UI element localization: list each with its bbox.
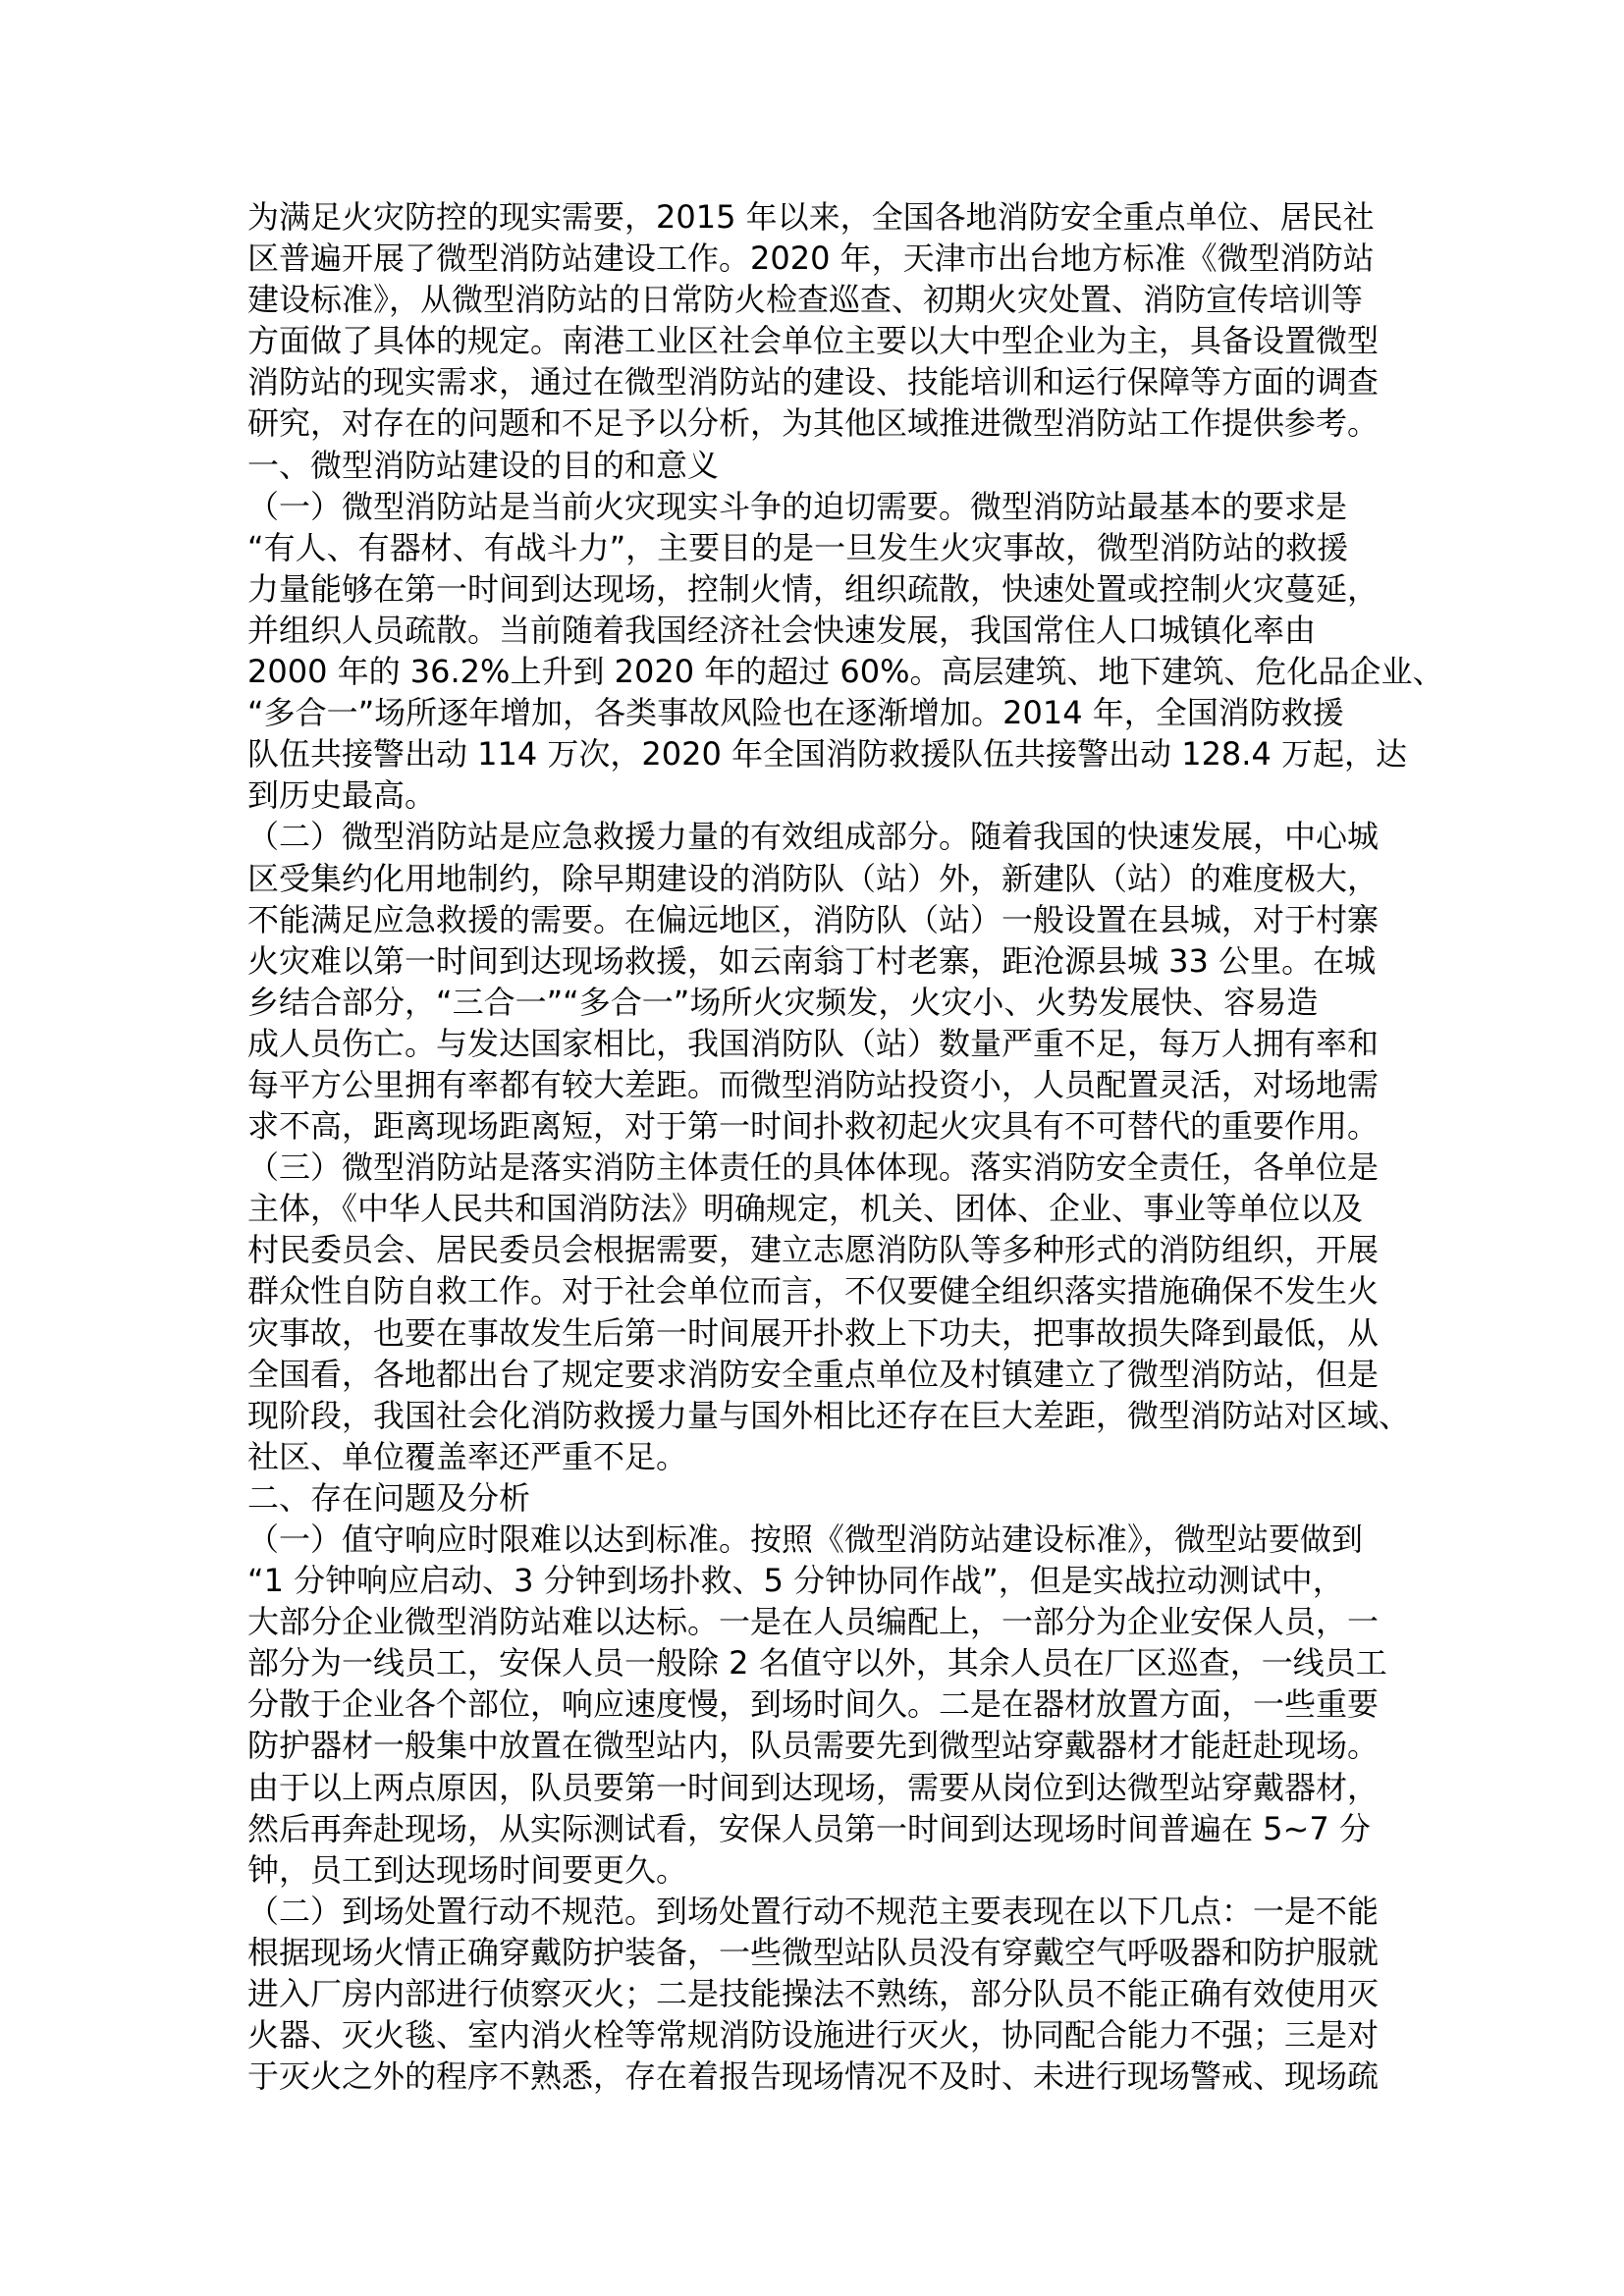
- text-line: 2000 年的 36.2%上升到 2020 年的超过 60%。高层建筑、地下建筑、危化品企业、: [247, 653, 1444, 691]
- text-line: （二）微型消防站是应急救援力量的有效组成部分。随着我国的快速发展，中心城: [247, 818, 1380, 856]
- text-line: 群众性自防自救工作。对于社会单位而言，不仅要健全组织落实措施确保不发生火: [247, 1272, 1380, 1310]
- text-line: 全国看，各地都出台了规定要求消防安全重点单位及村镇建立了微型消防站，但是: [247, 1355, 1380, 1393]
- text-line: （三）微型消防站是落实消防主体责任的具体体现。落实消防安全责任，各单位是: [247, 1148, 1380, 1187]
- text-line: 研究，对存在的问题和不足予以分析，为其他区域推进微型消防站工作提供参考。: [247, 404, 1380, 443]
- text-line: 为满足火灾防控的现实需要，2015 年以来，全国各地消防安全重点单位、居民社: [247, 198, 1375, 236]
- text-line: 并组织人员疏散。当前随着我国经济社会快速发展，我国常住人口城镇化率由: [247, 611, 1317, 649]
- text-line: 防护器材一般集中放置在微型站内，队员需要先到微型站穿戴器材才能赶赴现场。: [247, 1727, 1380, 1765]
- section-heading-purpose: [247, 445, 1416, 486]
- subsection-paragraph-1-2: [247, 816, 1416, 1147]
- text-line: 钟，员工到达现场时间要更久。: [247, 1850, 688, 1889]
- text-line: 社区、单位覆盖率还严重不足。: [247, 1437, 688, 1475]
- subsection-paragraph-2-2: [247, 1891, 1416, 2097]
- text-line: 区普遍开展了微型消防站建设工作。2020 年，天津市出台地方标准《微型消防站: [247, 240, 1375, 278]
- text-line: 到历史最高。: [247, 776, 437, 815]
- subsection-paragraph-1-3: [247, 1147, 1416, 1477]
- text-line: （一）值守响应时限难以达到标准。按照《微型消防站建设标准》，微型站要做到: [247, 1521, 1364, 1558]
- text-line: 队伍共接警出动 114 万次，2020 年全国消防救援队伍共接警出动 128.4 万起，达: [247, 735, 1407, 774]
- text-line: 村民委员会、居民委员会根据需要，建立志愿消防队等多种形式的消防组织，开展: [247, 1231, 1380, 1269]
- document-body: [247, 196, 1444, 2097]
- text-line: “多合一”场所逐年增加，各类事故风险也在逐渐增加。2014 年，全国消防救援: [247, 694, 1344, 732]
- text-line: 成人员伤亡。与发达国家相比，我国消防队（站）数量严重不足，每万人拥有率和: [247, 1024, 1380, 1062]
- text-line: 火器、灭火毯、室内消火栓等常规消防设施进行灭火，协同配合能力不强；三是对: [247, 2016, 1380, 2055]
- text-line: 消防站的现实需求，通过在微型消防站的建设、技能培训和运行保障等方面的调查: [247, 363, 1380, 401]
- text-line: 然后再奔赴现场，从实际测试看，安保人员第一时间到达现场时间普遍在 5~7 分: [247, 1809, 1371, 1847]
- text-line: 主体，《中华人民共和国消防法》明确规定，机关、团体、企业、事业等单位以及: [247, 1190, 1364, 1228]
- text-line: 区受集约化用地制约，除早期建设的消防队（站）外，新建队（站）的难度极大，: [247, 859, 1380, 897]
- text-line: 建设标准》，从微型消防站的日常防火检查巡查、初期火灾处置、消防宣传培训等: [247, 281, 1364, 319]
- subsection-paragraph-1-1: [247, 486, 1444, 817]
- text-line: 火灾难以第一时间到达现场救援，如云南翁丁村老寨，距沧源县城 33 公里。在城: [247, 941, 1377, 980]
- text-line: 由于以上两点原因，队员要第一时间到达现场，需要从岗位到达微型站穿戴器材，: [247, 1768, 1380, 1806]
- text-line: 大部分企业微型消防站难以达标。一是在人员编配上，一部分为企业安保人员，一: [247, 1603, 1380, 1641]
- text-line: “有人、有器材、有战斗力”，主要目的是一旦发生火灾事故，微型消防站的救援: [247, 528, 1349, 566]
- text-line: 灾事故，也要在事故发生后第一时间展开扑救上下功夫，把事故损失降到最低，从: [247, 1313, 1380, 1352]
- text-line: 部分为一线员工，安保人员一般除 2 名值守以外，其余人员在厂区巡查，一线员工: [247, 1644, 1387, 1682]
- text-line: “1 分钟响应启动、3 分钟到场扑救、5 分钟协同作战”，但是实战拉动测试中，: [247, 1562, 1344, 1600]
- text-line: 每平方公里拥有率都有较大差距。而微型消防站投资小，人员配置灵活，对场地需: [247, 1065, 1380, 1103]
- text-line: （二）到场处置行动不规范。到场处置行动不规范主要表现在以下几点：一是不能: [247, 1892, 1380, 1930]
- section-heading-text: 一、微型消防站建设的目的和意义: [247, 446, 720, 484]
- text-line: （一）微型消防站是当前火灾现实斗争的迫切需要。微型消防站最基本的要求是: [247, 487, 1348, 525]
- section-heading-text: 二、存在问题及分析: [247, 1478, 531, 1517]
- text-line: 求不高，距离现场距离短，对于第一时间扑救初起火灾具有不可替代的重要作用。: [247, 1107, 1380, 1146]
- text-line: 不能满足应急救援的需要。在偏远地区，消防队（站）一般设置在县城，对于村寨: [247, 900, 1380, 938]
- subsection-paragraph-2-1: [247, 1519, 1416, 1891]
- text-line: 方面做了具体的规定。南港工业区社会单位主要以大中型企业为主，具备设置微型: [247, 322, 1380, 360]
- intro-paragraph: [247, 196, 1416, 445]
- section-heading-problems: [247, 1477, 1416, 1519]
- text-line: 乡结合部分，“三合一”“多合一”场所火灾频发，火灾小、火势发展快、容易造: [247, 983, 1319, 1021]
- text-line: 根据现场火情正确穿戴防护装备，一些微型站队员没有穿戴空气呼吸器和防护服就: [247, 1933, 1380, 1971]
- text-line: 于灭火之外的程序不熟悉，存在着报告现场情况不及时、未进行现场警戒、现场疏: [247, 2057, 1380, 2096]
- text-line: 现阶段，我国社会化消防救援力量与国外相比还存在巨大差距，微型消防站对区域、: [247, 1396, 1411, 1434]
- text-line: 分散于企业各个部位，响应速度慢，到场时间久。二是在器材放置方面，一些重要: [247, 1685, 1380, 1724]
- text-line: 进入厂房内部进行侦察灭火；二是技能操法不熟练，部分队员不能正确有效使用灭: [247, 1975, 1380, 2013]
- text-line: 力量能够在第一时间到达现场，控制火情，组织疏散，快速处置或控制火灾蔓延，: [247, 569, 1380, 608]
